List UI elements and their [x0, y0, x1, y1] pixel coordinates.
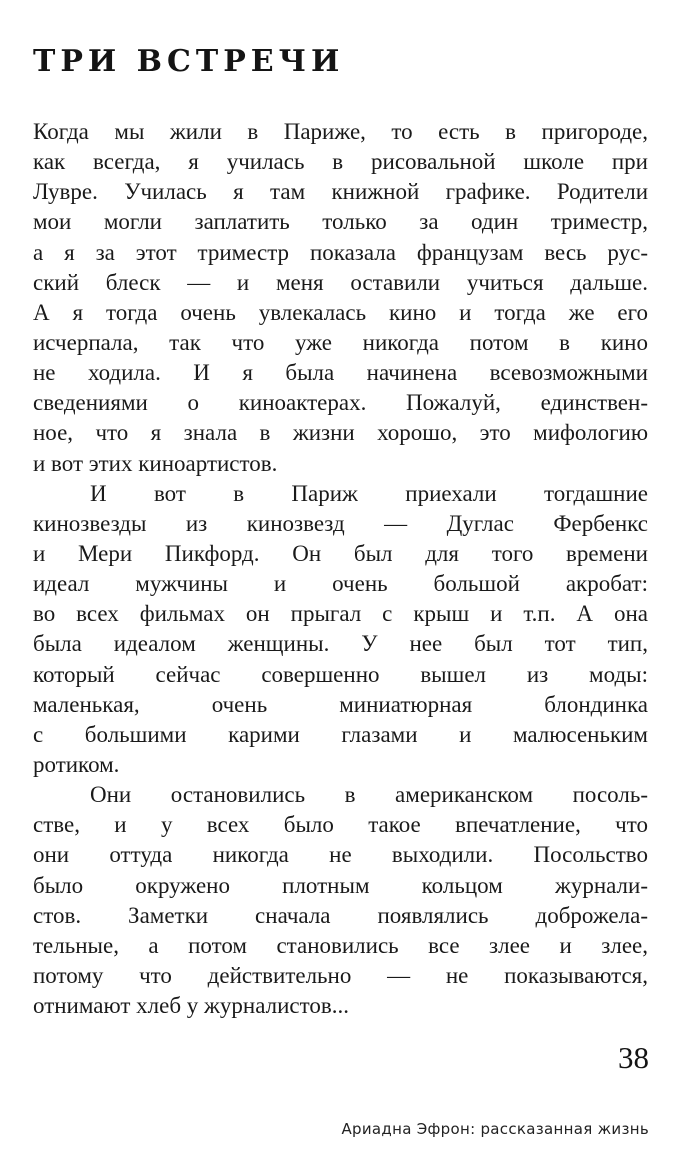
- text-line: во всех фильмах он прыгал с крыш и т.п. А она: [33, 601, 648, 627]
- text-line: А я тогда очень увлекалась кино и тогда же его: [33, 299, 648, 325]
- page-title: ТРИ ВСТРЕЧИ: [33, 44, 345, 79]
- text-line: Они остановились в американском посоль-: [90, 782, 648, 808]
- text-line: не ходила. И я была начинена всевозможными: [33, 360, 648, 386]
- text-line: было окружено плотным кольцом журнали-: [33, 872, 648, 898]
- text-line: который сейчас совершенно вышел из моды:: [33, 661, 648, 687]
- text-line: была идеалом женщины. У нее был тот тип,: [33, 631, 648, 657]
- text-line: как всегда, я училась в рисовальной школе при: [33, 149, 648, 175]
- text-line: Когда мы жили в Париже, то есть в пригороде,: [33, 119, 648, 144]
- body-text: [33, 117, 648, 1021]
- page-number: 38: [618, 1040, 649, 1075]
- text-line: И вот в Париж приехали тогдашние: [90, 480, 648, 506]
- text-line: отнимают хлеб у журналистов...: [33, 993, 350, 1019]
- text-line: стов. Заметки сначала появлялись доброжела-: [33, 902, 648, 928]
- text-line: потому что действительно — не показываются,: [33, 962, 648, 988]
- text-line: с большими карими глазами и малюсеньким: [33, 721, 648, 747]
- text-line: стве, и у всех было такое впечатление, что: [33, 812, 648, 838]
- text-line: они оттуда никогда не выходили. Посольство: [33, 842, 648, 868]
- text-line: ский блеск — и меня оставили учиться дальше.: [33, 269, 648, 295]
- running-footer: Ариадна Эфрон: рассказанная жизнь: [341, 1120, 649, 1138]
- text-line: сведениями о киноактерах. Пожалуй, единствен-: [33, 390, 648, 416]
- text-line: ное, что я знала в жизни хорошо, это мифологию: [33, 420, 648, 446]
- text-line: маленькая, очень миниатюрная блондинка: [33, 691, 648, 717]
- text-line: мои могли заплатить только за один триместр,: [33, 209, 648, 235]
- text-line: ротиком.: [33, 751, 120, 777]
- text-line: и Мери Пикфорд. Он был для того времени: [33, 540, 648, 566]
- text-line: а я за этот триместр показала французам весь рус-: [33, 239, 648, 265]
- text-line: идеал мужчины и очень большой акробат:: [33, 571, 648, 597]
- text-line: исчерпала, так что уже никогда потом в кино: [33, 329, 648, 355]
- text-line: кинозвезды из кинозвезд — Дуглас Фербенкс: [33, 510, 648, 536]
- text-line: и вот этих киноартистов.: [33, 450, 278, 476]
- text-line: Лувре. Училась я там книжной графике. Родители: [33, 179, 648, 205]
- text-line: тельные, а потом становились все злее и злее,: [33, 932, 648, 958]
